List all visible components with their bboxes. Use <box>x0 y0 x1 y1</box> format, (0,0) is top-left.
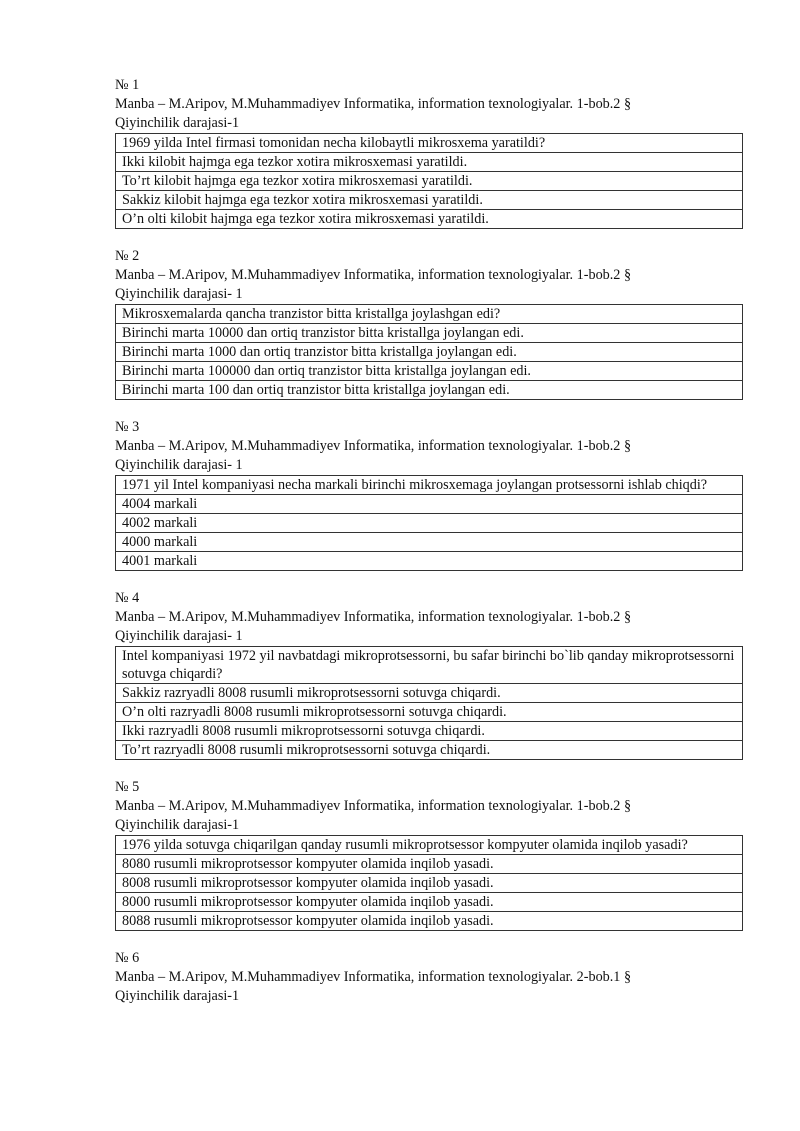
question-table <box>115 133 743 229</box>
answer-row <box>116 855 743 874</box>
answer-row <box>116 684 743 703</box>
question-text: Mikrosxemalarda qancha tranzistor bitta kristallga joylashgan edi? <box>116 305 743 324</box>
answer-row <box>116 381 743 400</box>
answer-text: Sakkiz razryadli 8008 rusumli mikroprotsessorni sotuvga chiqardi. <box>116 684 743 703</box>
answer-row <box>116 172 743 191</box>
answer-row <box>116 741 743 760</box>
question-item <box>115 589 745 760</box>
question-row <box>116 836 743 855</box>
answer-text: O’n olti kilobit hajmga ega tezkor xotira mikrosxemasi yaratildi. <box>116 210 743 229</box>
answer-text: O’n olti razryadli 8008 rusumli mikroprotsessorni sotuvga chiqardi. <box>116 703 743 722</box>
question-text: 1976 yilda sotuvga chiqarilgan qanday rusumli mikroprotsessor kompyuter olamida inqilob yasadi? <box>116 836 743 855</box>
answer-text: 4000 markali <box>116 533 743 552</box>
question-item <box>115 949 745 1006</box>
question-table <box>115 835 743 931</box>
question-text: Intel kompaniyasi 1972 yil navbatdagi mikroprotsessorni, bu safar birinchi bo`lib qanday mikroprotsessorni sotuvga chiqardi? <box>116 647 743 684</box>
answer-row <box>116 703 743 722</box>
answer-row <box>116 153 743 172</box>
difficulty-line: Qiyinchilik darajasi- 1 <box>115 457 243 473</box>
source-line: Manba – M.Aripov, M.Muhammadiyev Informatika, information texnologiyalar. 1-bob.2 § <box>115 96 632 112</box>
question-table <box>115 646 743 760</box>
answer-text: 4002 markali <box>116 514 743 533</box>
answer-row <box>116 495 743 514</box>
answer-text: Ikki razryadli 8008 rusumli mikroprotsessorni sotuvga chiqardi. <box>116 722 743 741</box>
question-row <box>116 305 743 324</box>
question-item <box>115 76 745 229</box>
answer-text: Ikki kilobit hajmga ega tezkor xotira mikrosxemasi yaratildi. <box>116 153 743 172</box>
difficulty-line: Qiyinchilik darajasi-1 <box>115 817 240 833</box>
question-number: № 2 <box>115 248 140 264</box>
question-row <box>116 476 743 495</box>
answer-row <box>116 191 743 210</box>
question-number: № 5 <box>115 779 140 795</box>
answer-row <box>116 893 743 912</box>
answer-row <box>116 912 743 931</box>
question-table <box>115 475 743 571</box>
question-number: № 3 <box>115 419 140 435</box>
answer-row <box>116 514 743 533</box>
answer-row <box>116 552 743 571</box>
answer-row <box>116 210 743 229</box>
question-number: № 1 <box>115 77 140 93</box>
answer-text: 8008 rusumli mikroprotsessor kompyuter olamida inqilob yasadi. <box>116 874 743 893</box>
source-line: Manba – M.Aripov, M.Muhammadiyev Informatika, information texnologiyalar. 1-bob.2 § <box>115 798 632 814</box>
answer-text: 8080 rusumli mikroprotsessor kompyuter olamida inqilob yasadi. <box>116 855 743 874</box>
answer-text: 8088 rusumli mikroprotsessor kompyuter olamida inqilob yasadi. <box>116 912 743 931</box>
answer-row <box>116 343 743 362</box>
difficulty-line: Qiyinchilik darajasi-1 <box>115 988 240 1004</box>
question-table <box>115 304 743 400</box>
answer-text: To’rt razryadli 8008 rusumli mikroprotsessorni sotuvga chiqardi. <box>116 741 743 760</box>
document-page <box>115 76 745 1024</box>
answer-text: Birinchi marta 10000 dan ortiq tranzistor bitta kristallga joylangan edi. <box>116 324 743 343</box>
answer-row <box>116 874 743 893</box>
source-line: Manba – M.Aripov, M.Muhammadiyev Informatika, information texnologiyalar. 1-bob.2 § <box>115 267 632 283</box>
question-text: 1969 yilda Intel firmasi tomonidan necha kilobaytli mikrosxema yaratildi? <box>116 134 743 153</box>
question-row <box>116 647 743 684</box>
answer-text: Sakkiz kilobit hajmga ega tezkor xotira mikrosxemasi yaratildi. <box>116 191 743 210</box>
question-item <box>115 247 745 400</box>
answer-text: Birinchi marta 100000 dan ortiq tranzistor bitta kristallga joylangan edi. <box>116 362 743 381</box>
question-number: № 4 <box>115 590 140 606</box>
answer-text: 4001 markali <box>116 552 743 571</box>
answer-text: Birinchi marta 1000 dan ortiq tranzistor bitta kristallga joylangan edi. <box>116 343 743 362</box>
difficulty-line: Qiyinchilik darajasi-1 <box>115 115 240 131</box>
answer-row <box>116 722 743 741</box>
difficulty-line: Qiyinchilik darajasi- 1 <box>115 286 243 302</box>
question-text: 1971 yil Intel kompaniyasi necha markali birinchi mikrosxemaga joylangan protsessorni ishlab chiqdi? <box>116 476 743 495</box>
source-line: Manba – M.Aripov, M.Muhammadiyev Informatika, information texnologiyalar. 2-bob.1 § <box>115 969 632 985</box>
answer-text: 4004 markali <box>116 495 743 514</box>
answer-row <box>116 362 743 381</box>
question-item <box>115 418 745 571</box>
answer-text: To’rt kilobit hajmga ega tezkor xotira mikrosxemasi yaratildi. <box>116 172 743 191</box>
question-item <box>115 778 745 931</box>
answer-row <box>116 324 743 343</box>
question-number: № 6 <box>115 950 140 966</box>
answer-text: Birinchi marta 100 dan ortiq tranzistor bitta kristallga joylangan edi. <box>116 381 743 400</box>
answer-text: 8000 rusumli mikroprotsessor kompyuter olamida inqilob yasadi. <box>116 893 743 912</box>
difficulty-line: Qiyinchilik darajasi- 1 <box>115 628 243 644</box>
answer-row <box>116 533 743 552</box>
source-line: Manba – M.Aripov, M.Muhammadiyev Informatika, information texnologiyalar. 1-bob.2 § <box>115 438 632 454</box>
question-row <box>116 134 743 153</box>
source-line: Manba – M.Aripov, M.Muhammadiyev Informatika, information texnologiyalar. 1-bob.2 § <box>115 609 632 625</box>
